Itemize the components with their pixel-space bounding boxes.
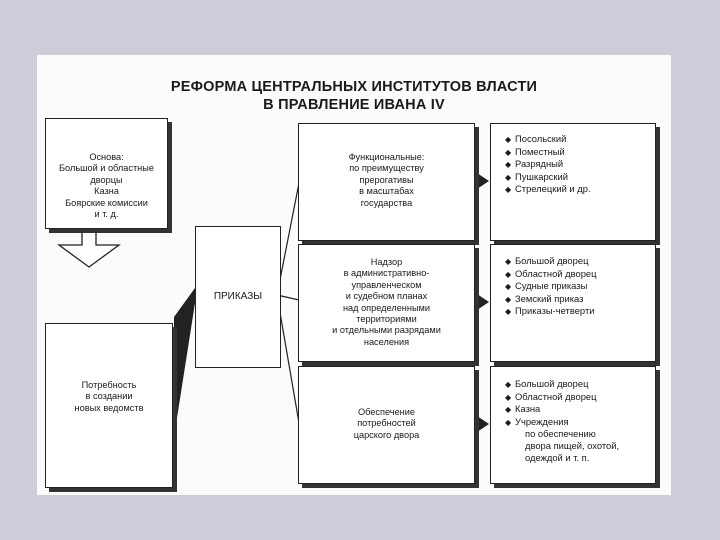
list-item: ◆ Большой дворец	[505, 255, 589, 266]
diamond-bullet-icon: ◆	[505, 269, 512, 279]
diamond-bullet-icon: ◆	[505, 160, 512, 170]
diamond-bullet-icon: ◆	[505, 294, 512, 304]
need-box	[45, 323, 173, 488]
diamond-bullet-icon: ◆	[505, 392, 512, 402]
arrow-right-icon	[473, 416, 489, 432]
diamond-bullet-icon: ◆	[505, 147, 512, 157]
diamond-bullet-icon: ◆	[505, 380, 512, 389]
diamond-bullet-icon: ◆	[505, 135, 512, 144]
list-item: ◆ Разрядный	[505, 158, 564, 170]
diamond-bullet-icon: ◆	[505, 282, 512, 292]
prikaz-list	[505, 255, 651, 318]
arrow-right-icon	[473, 173, 489, 189]
diamond-bullet-icon: ◆	[505, 417, 512, 427]
list-item-continuation: одеждой и т. п.	[525, 451, 590, 463]
category-box-court-needs	[298, 366, 475, 484]
prikazy-text: ПРИКАЗЫ	[213, 291, 263, 302]
category-box-functional	[298, 123, 475, 241]
diamond-bullet-icon: ◆	[505, 185, 512, 195]
category-text: Обеспечение потребностей царского двора	[353, 407, 420, 440]
category-box-supervision	[298, 244, 475, 362]
wedge-connector	[174, 288, 195, 437]
prikaz-list	[505, 378, 651, 463]
list-item: ◆ Казна	[505, 403, 541, 415]
list-item: ◆ Земский приказ	[505, 292, 584, 304]
list-item: ◆ Поместный	[505, 145, 565, 157]
diagram-sheet	[37, 55, 671, 495]
list-item: ◆ Стрелецкий и др.	[505, 183, 591, 195]
list-item-continuation: двора пищей, охотой,	[525, 439, 620, 451]
diamond-bullet-icon: ◆	[505, 172, 512, 182]
basis-text: Основа: Большой и областные дворцы Казна Боярские комиссии и т. д.	[59, 152, 154, 220]
list-item: ◆ Судные приказы	[505, 280, 588, 292]
list-box-functional	[490, 123, 656, 241]
list-item: ◆ Областной дворец	[505, 267, 597, 279]
category-text: Функциональные: по преимуществу прерогативы в масштабах государства	[348, 152, 425, 208]
down-arrow-icon	[59, 229, 119, 267]
arrow-right-icon	[473, 294, 489, 310]
prikazy-box	[195, 226, 281, 368]
diamond-bullet-icon: ◆	[505, 257, 512, 266]
prikaz-list	[505, 133, 651, 196]
list-item-continuation: по обеспечению	[525, 428, 596, 440]
list-item: ◆ Пушкарский	[505, 170, 568, 182]
need-text: Потребность в создании новых ведомств	[74, 380, 144, 413]
list-box-court-needs	[490, 366, 656, 484]
diamond-bullet-icon: ◆	[505, 307, 512, 317]
list-item: ◆ Областной дворец	[505, 390, 597, 402]
list-item: ◆ Учреждения	[505, 415, 569, 427]
diagram-title-line1: РЕФОРМА ЦЕНТРАЛЬНЫХ ИНСТИТУТОВ ВЛАСТИ	[170, 79, 538, 95]
diagram-title-line2: В ПРАВЛЕНИЕ ИВАНА IV	[263, 97, 445, 113]
diamond-bullet-icon: ◆	[505, 405, 512, 415]
list-item: ◆ Посольский	[505, 133, 567, 144]
list-box-supervision	[490, 244, 656, 362]
list-item: ◆ Большой дворец	[505, 378, 589, 389]
category-text: Надзор в административно- управленческом и судебном планах над определенными территориями и отдельными разрядами населения	[332, 257, 441, 347]
basis-box	[45, 118, 168, 229]
list-item: ◆ Приказы-четверти	[505, 305, 595, 317]
